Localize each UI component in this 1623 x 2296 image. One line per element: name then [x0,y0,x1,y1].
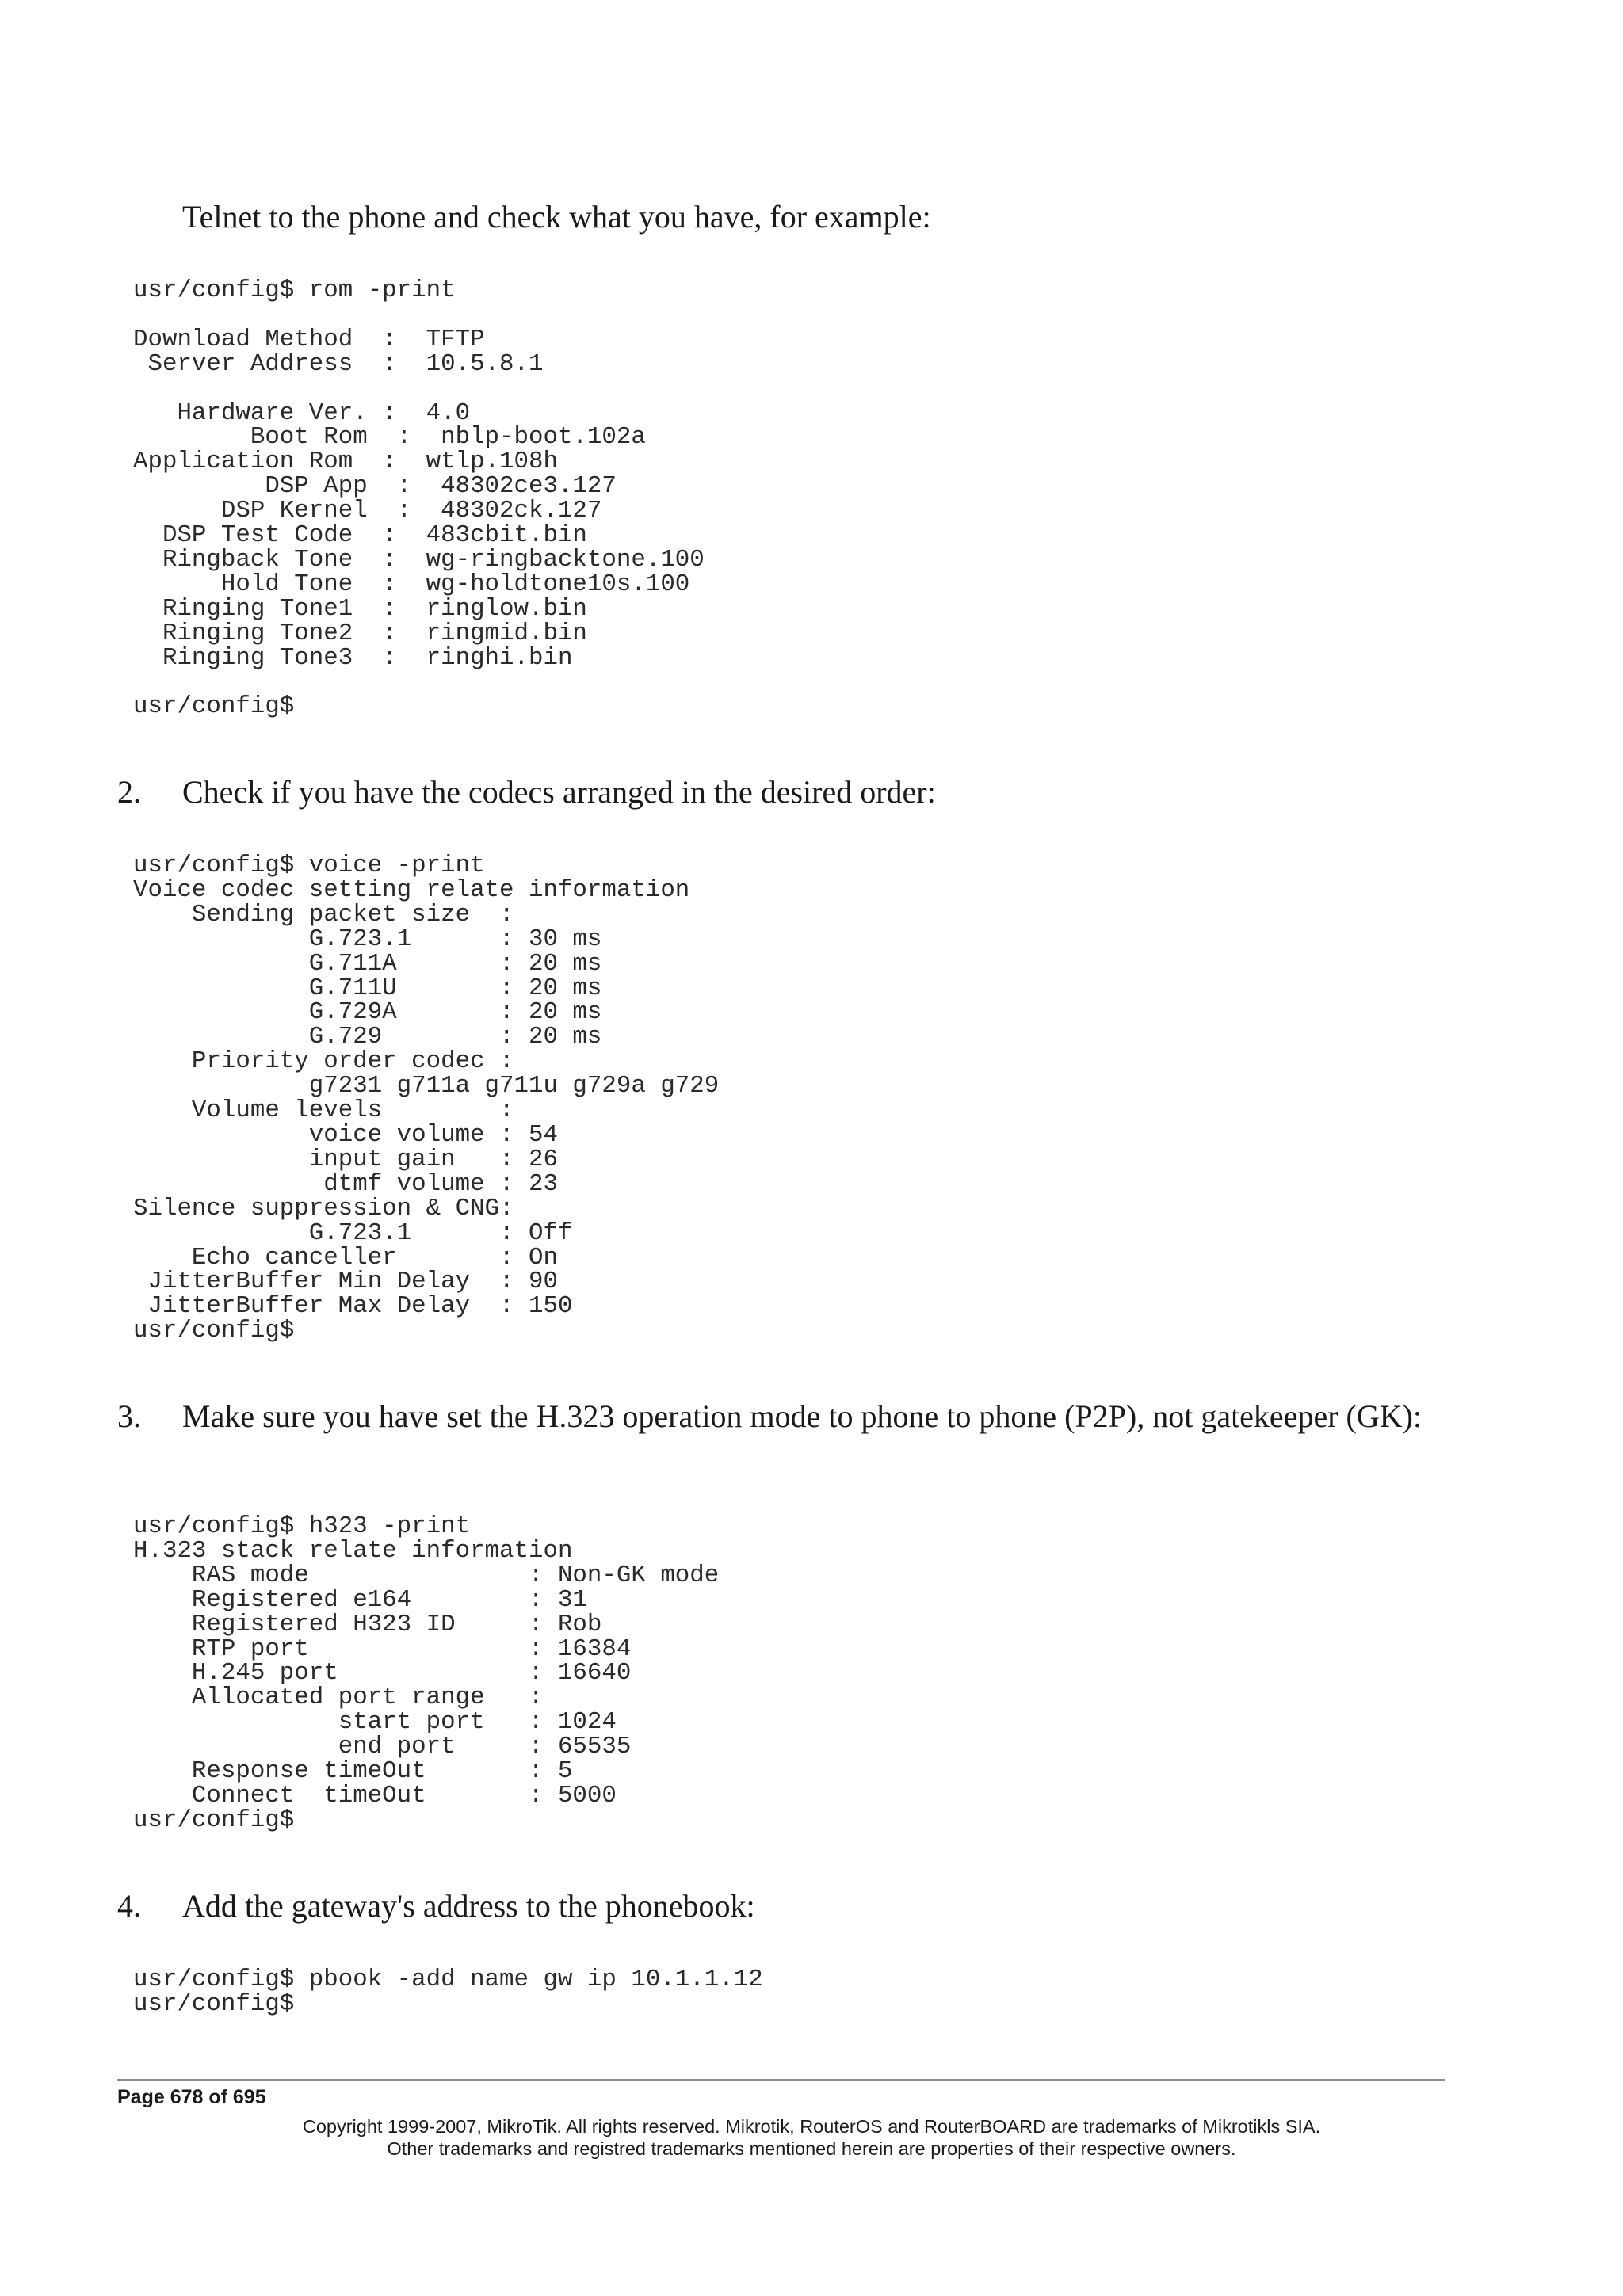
step-3-number: 3. [117,1398,141,1434]
footer-divider [117,2079,1445,2081]
step-4-text: Add the gateway's address to the phonebook: [182,1888,755,1924]
code-block-voice-print: usr/config$ voice -print Voice codec setting relate information Sending packet size : G.723.1 : 30 ms G.711A : 20 ms G.711U : 20 ms G.729A : 20 ms G.729 : 20 ms Priority order codec : g7231 g711a g711u g729a g729 Volume levels : voice volume : 54 input gain : 26 dtmf volume : 23 Silence suppression & CNG: G.723.1 : Off Echo canceller : On JitterBuffer Min Delay : 90 JitterBuffer Max Delay : 150 usr/config$ [133,852,720,1345]
code-block-rom-print: usr/config$ rom -print Download Method : TFTP Server Address : 10.5.8.1 Hardware Ver. : 4.0 Boot Rom : nblp-boot.102a Application Rom : wtlp.108h DSP App : 48302ce3.127 DSP Kernel : 48302ck.127 DSP Test Code : 483cbit.bin Ringback Tone : wg-ringbacktone.100 Hold Tone : wg-holdtone10s.100 Ringing Tone1 : ringlow.bin Ringing Tone2 : ringmid.bin Ringing Tone3 : ringhi.bin usr/config$ [133,277,705,721]
step-4-number: 4. [117,1888,141,1924]
step-2-number: 2. [117,774,141,810]
copyright-line-1: Copyright 1999-2007, MikroTik. All rights reserved. Mikrotik, RouterOS and RouterBOARD are trademarks of Mikrotikls SIA. [302,2116,1321,2137]
intro-paragraph: Telnet to the phone and check what you have, for example: [182,199,931,235]
page-number: Page 678 of 695 [117,2086,266,2108]
step-2 [117,770,1445,814]
step-4 [117,1884,1445,1928]
code-block-h323-print: usr/config$ h323 -print H.323 stack relate information RAS mode : Non-GK mode Registered e164 : 31 Registered H323 ID : Rob RTP port : 16384 H.245 port : 16640 Allocated port range : start port : 1024 end port : 65535 Response timeOut : 5 Connect timeOut : 5000 usr/config$ [133,1512,720,1834]
step-3-text: Make sure you have set the H.323 operation mode to phone to phone (P2P), not gatekeeper (GK): [182,1398,1423,1434]
copyright-line-2: Other trademarks and registred trademarks mentioned herein are properties of their respective owners. [387,2138,1236,2159]
step-3 [117,1394,1445,1439]
code-block-pbook-add: usr/config$ pbook -add name gw ip 10.1.1.12 usr/config$ [133,1966,763,2018]
step-2-text: Check if you have the codecs arranged in the desired order: [182,774,936,810]
